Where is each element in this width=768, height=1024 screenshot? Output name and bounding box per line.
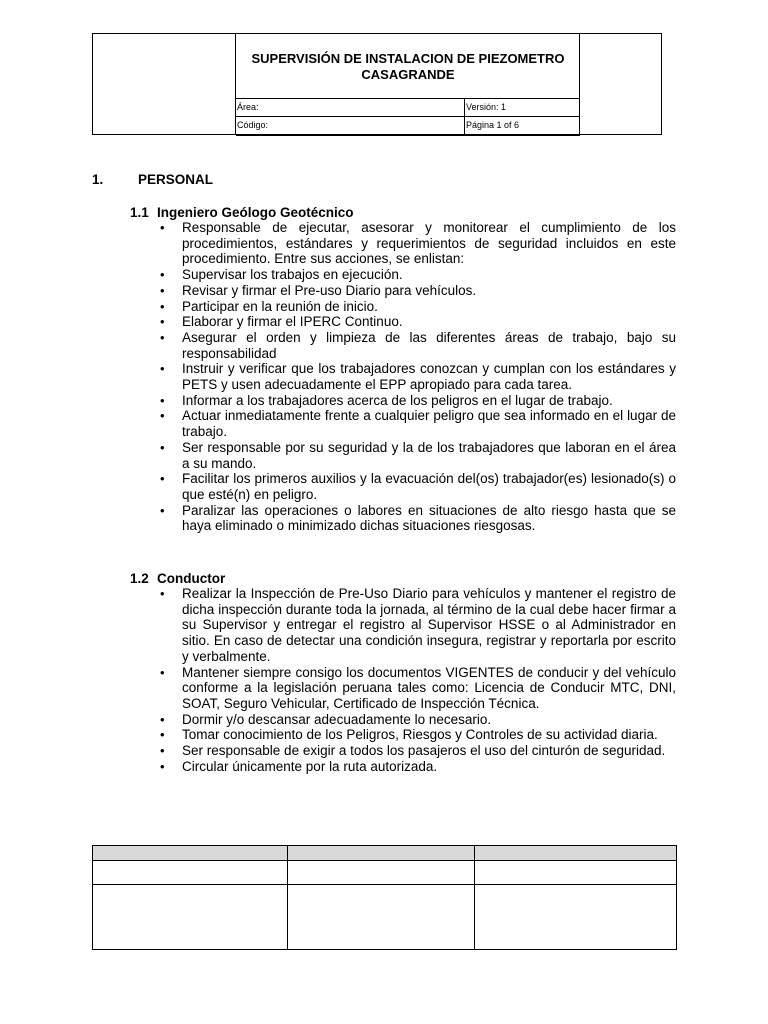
- logo-cell: [93, 34, 236, 134]
- list-item: • Supervisar los trabajos en ejecución.: [160, 267, 676, 283]
- title-line-2: CASAGRANDE: [361, 67, 455, 82]
- version-label: Versión: 1: [464, 99, 580, 117]
- list-item: • Ser responsable de exigir a todos los pasajeros el uso del cinturón de seguridad.: [160, 743, 676, 759]
- subsection-title: Ingeniero Geólogo Geotécnico: [157, 205, 354, 220]
- list-item: • Responsable de ejecutar, asesorar y monitorear el cumplimiento de los procedimientos, estándares y requerimientos de seguridad incluidos en este procedimiento. Entre sus acciones, se enlistan:: [160, 220, 676, 267]
- section-title: PERSONAL: [138, 172, 214, 187]
- right-header-cell: [579, 34, 661, 134]
- list-item: • Asegurar el orden y limpieza de las diferentes áreas de trabajo, bajo su responsabilidad: [160, 330, 676, 361]
- signature-table-row: [93, 861, 676, 885]
- list-item: • Instruir y verificar que los trabajadores conozcan y cumplan con los estándares y PETS y usen adecuadamente el EPP apropiado para cada tarea.: [160, 361, 676, 392]
- list-item: • Tomar conocimiento de los Peligros, Riesgos y Controles de su actividad diaria.: [160, 727, 676, 743]
- header-row-code: [236, 116, 580, 136]
- list-item: • Dormir y/o descansar adecuadamente lo necesario.: [160, 712, 676, 728]
- subsection-heading-2: [130, 571, 225, 586]
- list-item: • Paralizar las operaciones o labores en situaciones de alto riesgo hasta que se haya eliminado o minimizado dichas situaciones riesgosas.: [160, 503, 676, 534]
- list-item: • Facilitar los primeros auxilios y la evacuación del(os) trabajador(es) lesionado(s) o que esté(n) en peligro.: [160, 471, 676, 502]
- list-item: • Actuar inmediatamente frente a cualquier peligro que sea informado en el lugar de trabajo.: [160, 408, 676, 439]
- responsibilities-list-1: [160, 220, 676, 534]
- list-item: • Informar a los trabajadores acerca de los peligros en el lugar de trabajo.: [160, 393, 676, 409]
- section-number: 1.: [92, 172, 104, 187]
- list-item: • Elaborar y firmar el IPERC Continuo.: [160, 314, 676, 330]
- list-item: • Mantener siempre consigo los documentos VIGENTES de conducir y del vehículo conforme a la legislación peruana tales como: Licencia de Conducir MTC, DNI, SOAT, Seguro Vehicular, Certificado de Inspección Técnica.: [160, 665, 676, 712]
- list-item: • Participar en la reunión de inicio.: [160, 299, 676, 315]
- document-header: [92, 33, 662, 135]
- subsection-number: 1.1: [130, 205, 149, 220]
- list-item: • Circular únicamente por la ruta autorizada.: [160, 759, 676, 775]
- column-divider: [474, 846, 475, 949]
- signature-table-header: [93, 846, 676, 861]
- header-row-area: [236, 98, 580, 117]
- page-label: Página 1 of 6: [464, 117, 580, 135]
- area-label: Área:: [237, 102, 259, 112]
- list-item: • Realizar la Inspección de Pre-Uso Diario para vehículos y mantener el registro de dicha inspección durante toda la jornada, al término de la cual debe hacer firmar a su Supervisor y entregar el registro al Supervisor HSSE o al Administrador en sitio. En caso de detectar una condición insegura, registrar y reportarla por escrito y verbalmente.: [160, 586, 676, 665]
- code-label: Código:: [237, 120, 269, 130]
- document-title: [236, 34, 580, 98]
- section-heading: [92, 172, 213, 187]
- column-divider: [287, 846, 288, 949]
- list-item: • Revisar y firmar el Pre-uso Diario para vehículos.: [160, 283, 676, 299]
- subsection-heading-1: [130, 205, 354, 220]
- signature-table: [92, 845, 677, 950]
- subsection-number: 1.2: [130, 571, 149, 586]
- responsibilities-list-2: [160, 586, 676, 774]
- list-item: • Ser responsable por su seguridad y la de los trabajadores que laboran en el área a su mando.: [160, 440, 676, 471]
- title-line-1: SUPERVISIÓN DE INSTALACION DE PIEZOMETRO: [251, 51, 565, 66]
- subsection-title: Conductor: [157, 571, 226, 586]
